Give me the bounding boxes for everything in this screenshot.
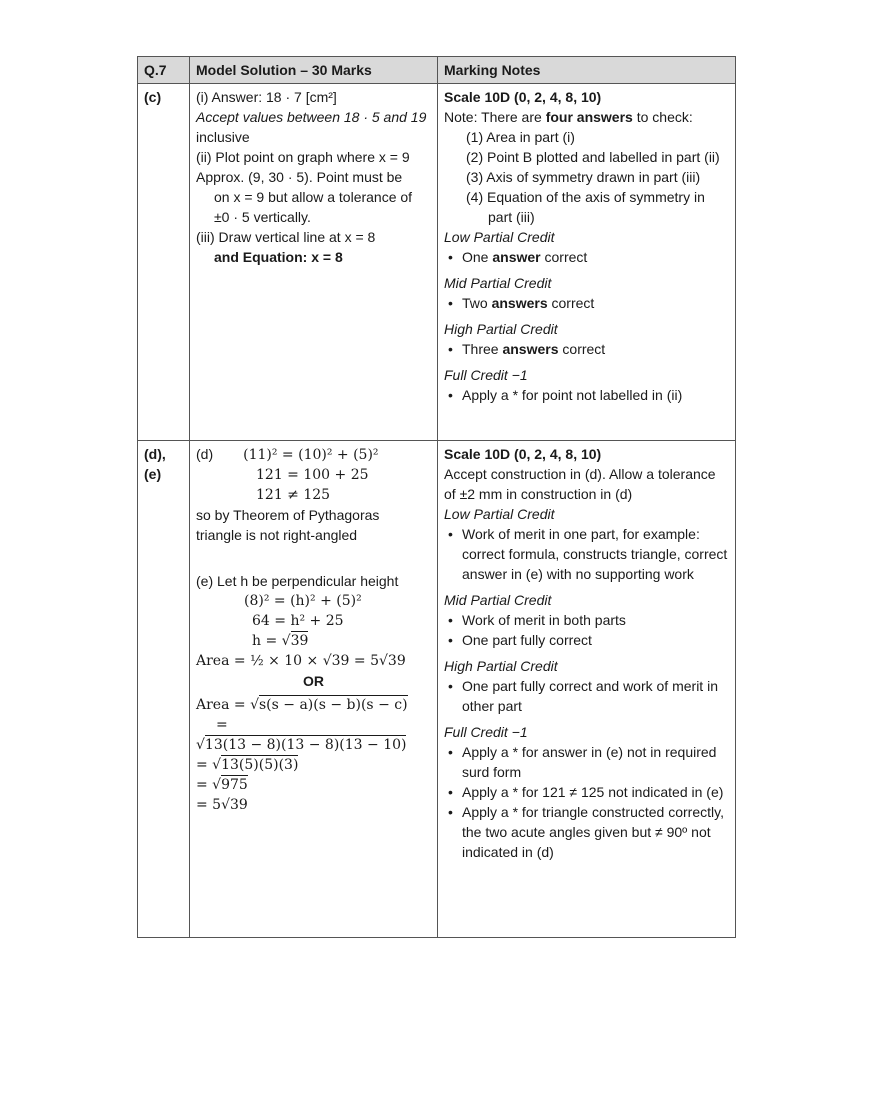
solution-line: Approx. (9, 30 · 5). Point must be	[196, 169, 403, 185]
credit-title: Full Credit −1	[444, 724, 528, 740]
solution-line: Accept values between 18 · 5 and 19	[196, 109, 427, 125]
e-area-formula: Area = ½ × 10 × √39 = 5√39	[196, 653, 406, 669]
note-text: to check:	[632, 109, 693, 125]
accept-note: Accept construction in (d). Allow a tolerance of ±2 mm in construction in (d)	[444, 466, 716, 502]
credit-title: Low Partial Credit	[444, 229, 555, 245]
part-label-d: (d),	[144, 446, 166, 462]
credit-item	[444, 247, 729, 267]
e-radicand: s(s − a)(s − b)(s − c)	[259, 697, 408, 713]
question-number: Q.7	[138, 57, 190, 84]
e-radicand: 39	[290, 633, 309, 649]
part-label-c: (c)	[138, 84, 190, 441]
credit-item: • One part fully correct	[444, 630, 729, 650]
solution-line: (i) Answer: 18 · 7 [cm²]	[196, 89, 337, 105]
marking-scheme-table	[137, 56, 736, 938]
solution-cell-c	[190, 84, 438, 441]
credit-title: Full Credit −1	[444, 367, 528, 383]
e-heron-step	[196, 775, 431, 795]
credit-item: • Work of merit in both parts	[444, 610, 729, 630]
e-math: h = √	[252, 633, 291, 649]
e-equation	[196, 631, 431, 651]
or-separator: OR	[303, 673, 324, 689]
solution-line: on x = 9 but allow a tolerance of	[214, 189, 413, 205]
credit-item: • Apply a * for 121 ≠ 125 not indicated in (e)	[444, 782, 729, 802]
solution-line: (ii) Plot point on graph where x = 9	[196, 149, 410, 165]
note-line	[444, 107, 729, 127]
e-heron-formula	[196, 695, 431, 715]
solution-line: ±0 · 5 vertically.	[214, 209, 311, 225]
check-item: (3) Axis of symmetry drawn in part (iii)	[466, 169, 701, 185]
credit-item: • Apply a * for triangle constructed correctly, the two acute angles given but ≠ 90º not indicated in (d)	[444, 802, 729, 862]
solution-line: (iii) Draw vertical line at x = 8	[196, 229, 376, 245]
e-radicand: 13(5)(5)(3)	[221, 757, 299, 773]
d-equation: (11)² = (10)² + (5)²	[243, 447, 379, 463]
credit-item	[444, 339, 729, 359]
credit-item: • Work of merit in one part, for example: correct formula, constructs triangle, correct answer in (e) with no supporting work	[444, 524, 729, 584]
credit-title: Mid Partial Credit	[444, 275, 552, 291]
d-equation: 121 = 100 + 25	[256, 467, 369, 483]
credit-item: • Apply a * for point not labelled in (ii)	[444, 385, 729, 405]
credit-item: • One part fully correct and work of merit in other part	[444, 676, 729, 716]
d-text: so by Theorem of Pythagoras	[196, 507, 380, 523]
model-solution-header: Model Solution – 30 Marks	[190, 57, 438, 84]
d-equation: 121 ≠ 125	[256, 487, 331, 503]
e-equals: =	[216, 717, 228, 733]
credit-title: High Partial Credit	[444, 658, 558, 674]
table-row-c	[138, 84, 736, 441]
note-bold: four answers	[545, 109, 633, 125]
credit-title: High Partial Credit	[444, 321, 558, 337]
scale-label: Scale 10D (0, 2, 4, 8, 10)	[444, 446, 602, 462]
credit-item: • Apply a * for answer in (e) not in required surd form	[444, 742, 729, 782]
credit-bold: answer	[492, 249, 541, 265]
table-header-row	[138, 57, 736, 84]
solution-line: and Equation: x = 8	[214, 249, 343, 265]
scale-label: Scale 10D (0, 2, 4, 8, 10)	[444, 89, 602, 105]
note-text: Note: There are	[444, 109, 546, 125]
e-math: = √	[196, 777, 222, 793]
e-equation: 64 = h² + 25	[252, 613, 344, 629]
d-text: triangle is not right-angled	[196, 527, 358, 543]
e-heron-step	[196, 735, 431, 755]
d-label: (d)	[196, 446, 214, 462]
notes-cell-c	[438, 84, 736, 441]
e-intro: (e) Let h be perpendicular height	[196, 573, 399, 589]
credit-item	[444, 293, 729, 313]
table-row-de	[138, 441, 736, 938]
check-item: (1) Area in part (i)	[466, 129, 575, 145]
marking-notes-header: Marking Notes	[438, 57, 736, 84]
credit-text: Three	[462, 341, 503, 357]
e-radicand: 13(13 − 8)(13 − 8)(13 − 10)	[204, 737, 407, 753]
check-item: (4) Equation of the axis of symmetry in part (iii)	[466, 189, 705, 225]
part-label-de	[138, 441, 190, 938]
marking-scheme-page	[137, 56, 735, 938]
e-heron-step	[196, 755, 431, 775]
e-heron-step: = 5√39	[196, 797, 248, 813]
solution-line: inclusive	[196, 129, 250, 145]
credit-text: correct	[547, 295, 595, 311]
e-math: = √	[196, 757, 222, 773]
solution-cell-de	[190, 441, 438, 938]
credit-text: correct	[558, 341, 606, 357]
e-equation: (8)² = (h)² + (5)²	[244, 593, 362, 609]
d-equation-line	[196, 444, 431, 465]
credit-bold: answers	[502, 341, 559, 357]
part-label-e: (e)	[144, 466, 162, 482]
e-math: Area = √	[196, 697, 259, 713]
credit-text: Two	[462, 295, 492, 311]
notes-cell-de	[438, 441, 736, 938]
check-item: (2) Point B plotted and labelled in part (ii)	[466, 149, 720, 165]
e-math: √	[196, 737, 205, 753]
credit-text: One	[462, 249, 493, 265]
credit-text: correct	[540, 249, 588, 265]
credit-title: Low Partial Credit	[444, 506, 555, 522]
credit-title: Mid Partial Credit	[444, 592, 552, 608]
credit-bold: answers	[491, 295, 548, 311]
e-radicand: 975	[221, 777, 248, 793]
